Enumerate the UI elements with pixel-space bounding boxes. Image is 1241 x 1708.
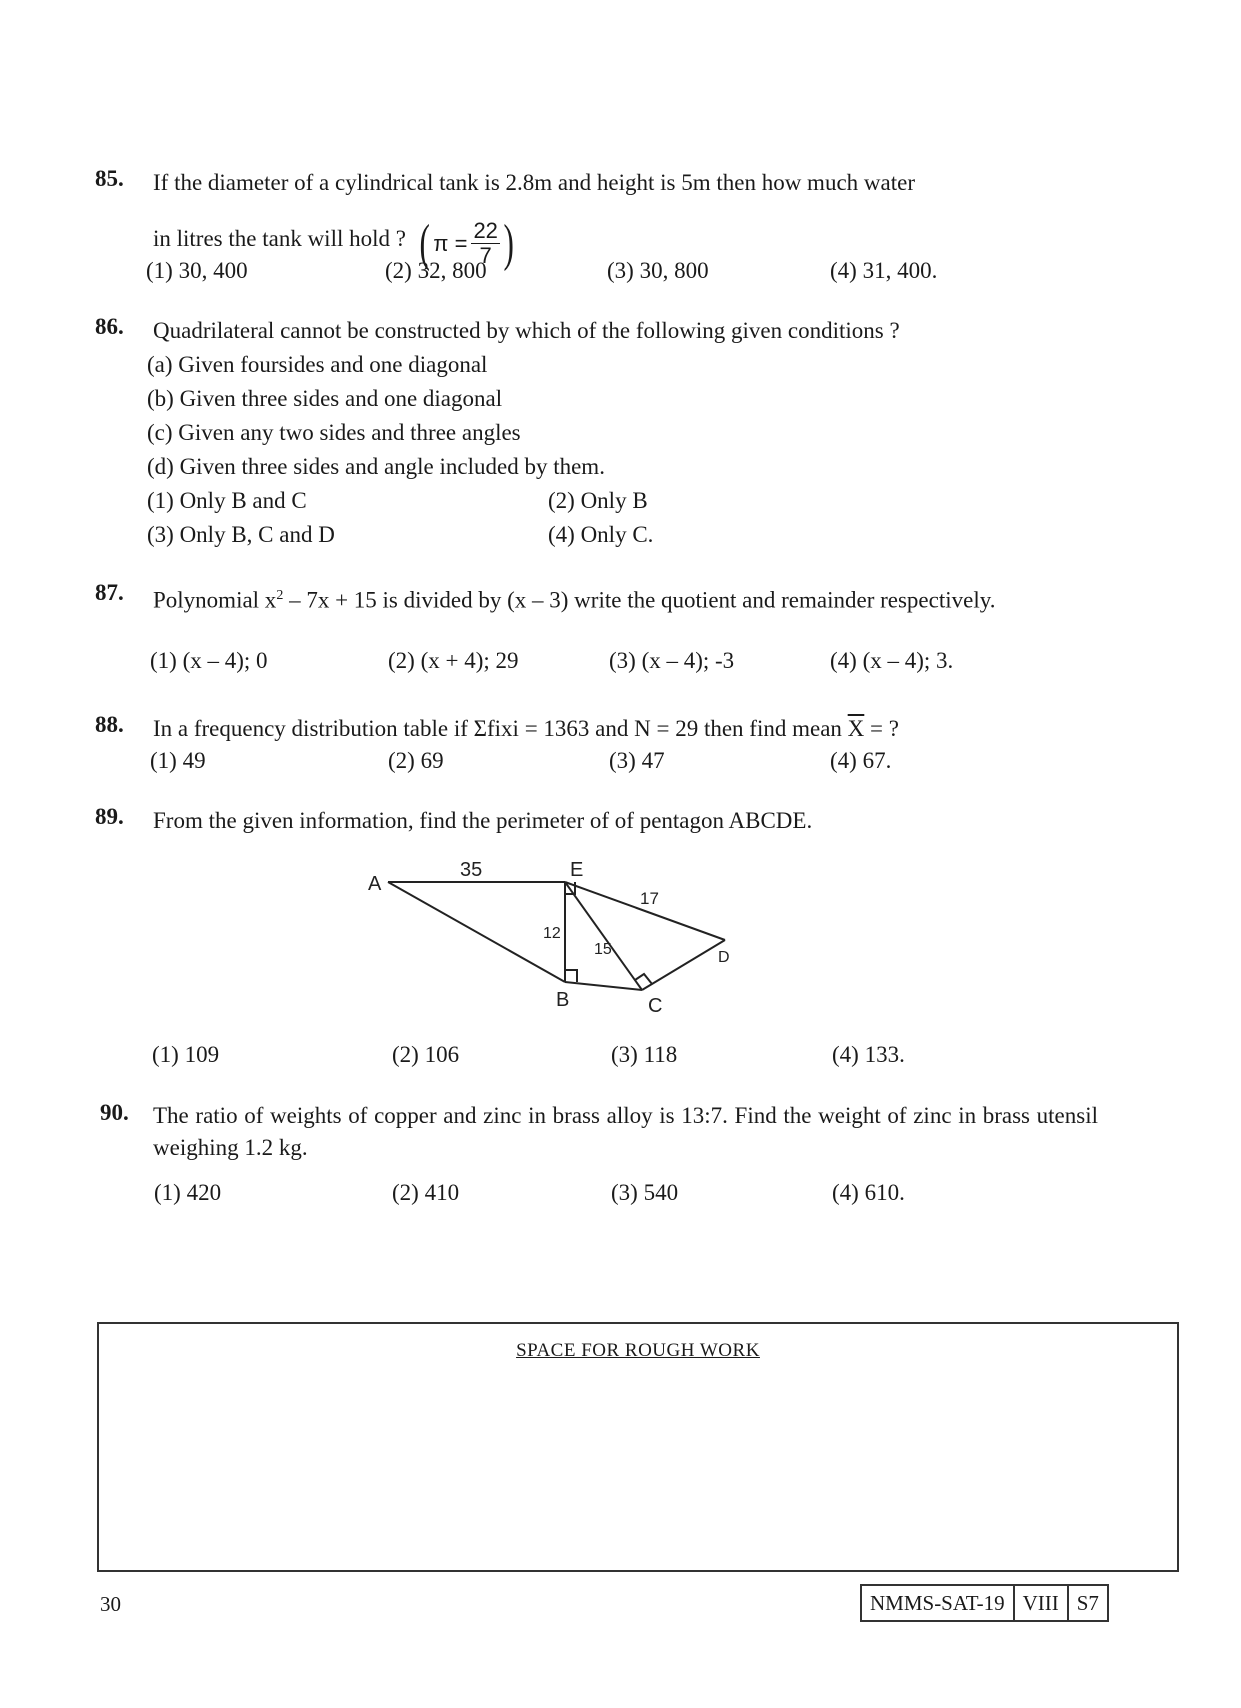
option-2[interactable]: (2) 410 bbox=[392, 1180, 460, 1205]
question-text: The ratio of weights of copper and zinc in brass alloy is 13:7. Find the weight of zinc in brass utensil weighing 1.2 kg. bbox=[153, 1103, 1098, 1160]
pentagon-figure bbox=[360, 850, 780, 1030]
option-3[interactable]: (3) (x – 4); -3 bbox=[609, 648, 735, 673]
question-number: 87. bbox=[95, 580, 124, 605]
question-89 bbox=[95, 804, 1095, 838]
vertex-label-e: E bbox=[570, 859, 584, 881]
pi-fraction: $\frac{22}{7}$ bbox=[473, 218, 498, 268]
question-88 bbox=[95, 712, 1095, 746]
option-2[interactable]: (2) 32, 800 bbox=[385, 258, 487, 283]
question-90 bbox=[100, 1100, 1098, 1164]
option-2[interactable]: (2) Only B bbox=[548, 488, 648, 513]
question-text: If the diameter of a cylindrical tank is 2.8m and height is 5m then how much water bbox=[153, 170, 915, 195]
vertex-label-d: D bbox=[718, 949, 730, 966]
option-3[interactable]: (3) 47 bbox=[609, 748, 665, 773]
option-1[interactable]: (1) 109 bbox=[152, 1042, 220, 1067]
question-87 bbox=[95, 580, 1095, 616]
option-2[interactable]: (2) 106 bbox=[392, 1042, 460, 1067]
length-label-35: 35 bbox=[460, 859, 483, 881]
option-3[interactable]: (3) Only B, C and D bbox=[147, 522, 335, 547]
set-code: S7 bbox=[1067, 1586, 1107, 1620]
question-text-line2: in litres the tank will hold ? bbox=[153, 226, 406, 251]
vertex-label-a: A bbox=[368, 873, 382, 895]
option-2[interactable]: (2) 69 bbox=[388, 748, 444, 773]
option-3[interactable]: (3) 540 bbox=[611, 1180, 679, 1205]
question-text: In a frequency distribution table if Σfixi = 1363 and N = 29 then find mean $\overline{X}$ = ? bbox=[153, 716, 899, 741]
question-number: 89. bbox=[95, 804, 124, 829]
page-number: 30 bbox=[100, 1592, 121, 1616]
condition-c: (c) Given any two sides and three angles bbox=[147, 420, 521, 445]
condition-b: (b) Given three sides and one diagonal bbox=[147, 386, 503, 411]
vertex-label-c: C bbox=[648, 995, 663, 1017]
mean-symbol: $\overline{X}$ bbox=[847, 716, 865, 741]
pi-value-formula: ( π = $\frac{22}{7}$ ) bbox=[419, 215, 514, 272]
option-4[interactable]: (4) 133. bbox=[832, 1042, 905, 1067]
option-2[interactable]: (2) (x + 4); 29 bbox=[388, 648, 519, 673]
option-4[interactable]: (4) 67. bbox=[830, 748, 892, 773]
option-1[interactable]: (1) (x – 4); 0 bbox=[150, 648, 268, 673]
rough-work-box bbox=[97, 1322, 1179, 1572]
length-label-12: 12 bbox=[543, 925, 561, 942]
question-number: 86. bbox=[95, 314, 124, 339]
paper-code: NMMS-SAT-19 bbox=[870, 1591, 1005, 1615]
option-1[interactable]: (1) Only B and C bbox=[147, 488, 307, 513]
question-86 bbox=[95, 314, 1095, 348]
paper-code-box bbox=[860, 1584, 1109, 1622]
option-3[interactable]: (3) 30, 800 bbox=[607, 258, 709, 283]
option-1[interactable]: (1) 30, 400 bbox=[146, 258, 248, 283]
question-text: From the given information, find the perimeter of of pentagon ABCDE. bbox=[153, 808, 813, 833]
condition-d: (d) Given three sides and angle included by them. bbox=[147, 454, 605, 479]
question-number: 90. bbox=[100, 1100, 129, 1125]
length-label-15: 15 bbox=[594, 941, 612, 958]
option-4[interactable]: (4) Only C. bbox=[548, 522, 654, 547]
question-text: Quadrilateral cannot be constructed by which of the following given conditions ? bbox=[153, 318, 900, 343]
option-4[interactable]: (4) 31, 400. bbox=[830, 258, 938, 283]
question-85 bbox=[95, 166, 1095, 273]
class-code: VIII bbox=[1013, 1586, 1067, 1620]
condition-a: (a) Given foursides and one diagonal bbox=[147, 352, 488, 377]
option-3[interactable]: (3) 118 bbox=[611, 1042, 678, 1067]
option-1[interactable]: (1) 420 bbox=[154, 1180, 222, 1205]
option-4[interactable]: (4) (x – 4); 3. bbox=[830, 648, 954, 673]
vertex-label-b: B bbox=[556, 989, 570, 1011]
question-number: 88. bbox=[95, 712, 124, 737]
question-number: 85. bbox=[95, 166, 124, 191]
option-1[interactable]: (1) 49 bbox=[150, 748, 206, 773]
length-label-17: 17 bbox=[640, 889, 659, 908]
option-4[interactable]: (4) 610. bbox=[832, 1180, 905, 1205]
question-text: Polynomial $x^2 - 7x + 15$ is divided by (x – 3) write the quotient and remainder respectively. bbox=[153, 587, 996, 613]
rough-work-title: SPACE FOR ROUGH WORK bbox=[516, 1340, 760, 1361]
